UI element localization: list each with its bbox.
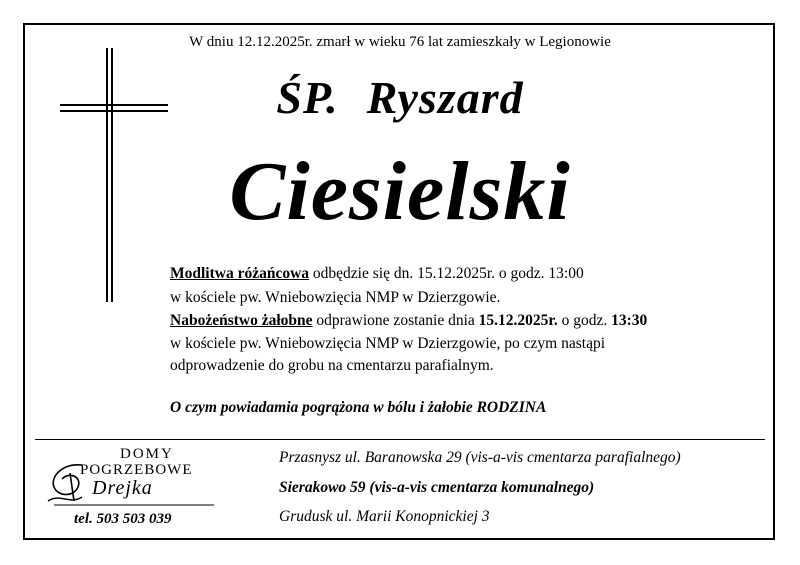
funeral-date: 15.12.2025r. — [478, 312, 558, 329]
funeral-after: odprowadzenie do grobu na cmentarzu parafialnym. — [170, 357, 494, 374]
funeral-text-1: odprawione zostanie dnia — [312, 312, 479, 329]
footer-divider — [35, 439, 765, 440]
address-grudusk: Grudusk ul. Marii Konopnickiej 3 — [279, 508, 490, 525]
funeral-home-phone: tel. 503 503 039 — [74, 511, 172, 527]
funeral-label: Nabożeństwo żałobne — [170, 312, 313, 329]
rosary-label: Modlitwa różańcowa — [170, 265, 310, 282]
address-sierakowo: Sierakowo 59 (vis-a-vis cmentarza komunalnego) — [279, 479, 595, 496]
closing-line: O czym powiadamia pogrążona w bólu i żałobie RODZINA — [170, 399, 547, 416]
deceased-title — [0, 71, 800, 124]
deceased-first-name: Ryszard — [366, 72, 524, 123]
address-przasnysz: Przasnysz ul. Baranowska 29 (vis-a-vis cmentarza parafialnego) — [279, 449, 681, 466]
logo-text-pogrzebowe: POGRZEBOWE — [80, 462, 193, 478]
funeral-time: 13:30 — [611, 312, 648, 329]
funeral-text-2: o godz. — [557, 312, 612, 329]
rosary-place: w kościele pw. Wniebowzięcia NMP w Dzierzgowie. — [170, 289, 501, 306]
funeral-place: w kościele pw. Wniebowzięcia NMP w Dzierzgowie, po czym nastąpi — [170, 335, 606, 352]
rosary-line — [170, 265, 584, 283]
deceased-prefix: ŚP. — [276, 72, 339, 123]
logo-text-drejka: Drejka — [92, 477, 153, 499]
logo-text-domy: DOMY — [120, 446, 174, 462]
funeral-line — [170, 312, 647, 330]
rosary-text: odbędzie się dn. 15.12.2025r. o godz. 13:00 — [309, 265, 584, 282]
death-notice-line: W dniu 12.12.2025r. zmarł w wieku 76 lat zamieszkały w Legionowie — [189, 34, 611, 50]
deceased-surname: Ciesielski — [229, 145, 571, 238]
